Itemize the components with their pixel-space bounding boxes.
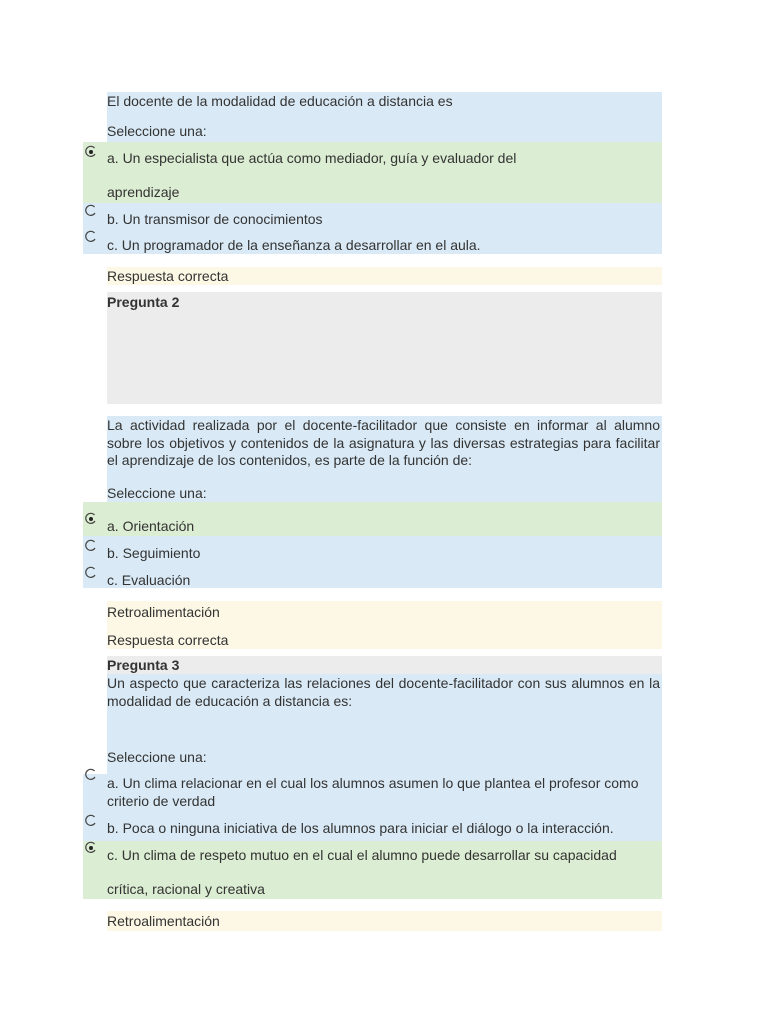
q2-question-text: La actividad realizada por el docente-facilitador que consiste en informar al alumno sobre los objetivos y contenidos de la asignatura y las diversas estrategias para facilitar el aprendizaje de los contenidos, es parte de la función de: xyxy=(107,417,660,468)
q2-feedback-heading: Retroalimentación xyxy=(107,604,220,620)
q2-option-a-label: a. Orientación xyxy=(107,518,195,534)
q2-select-prompt: Seleccione una: xyxy=(107,485,207,501)
q2-heading: Pregunta 2 xyxy=(107,294,180,310)
q1-option-b-label[interactable]: b. Un transmisor de conocimientos xyxy=(107,211,323,227)
q1-option-c-label[interactable]: c. Un programador de la enseñanza a desarrollar en el aula. xyxy=(107,237,481,253)
q1-option-b-radio-icon[interactable] xyxy=(84,204,98,218)
q2-option-a-radio-icon[interactable] xyxy=(84,512,98,526)
q1-option-a-label-line1: a. Un especialista que actúa como mediador, guía y evaluador del xyxy=(107,150,517,166)
q3-select-prompt: Seleccione una: xyxy=(107,749,207,765)
q1-result-text: Respuesta correcta xyxy=(107,268,229,284)
q2-header-block xyxy=(107,292,662,404)
q1-option-a-label-line2: aprendizaje xyxy=(107,184,180,200)
q2-result-text: Respuesta correcta xyxy=(107,632,229,648)
q1-select-prompt: Seleccione una: xyxy=(107,123,207,139)
q3-option-b-label[interactable]: b. Poca o ninguna iniciativa de los alumnos para iniciar el diálogo o la interacción. xyxy=(107,820,614,836)
q3-option-c-radio-icon[interactable] xyxy=(84,841,98,855)
q2-option-b-label[interactable]: b. Seguimiento xyxy=(107,545,201,561)
q1-option-c-radio-icon[interactable] xyxy=(84,230,98,244)
q3-header-block xyxy=(107,656,662,674)
q3-heading: Pregunta 3 xyxy=(107,657,180,673)
q1-option-a-radio-icon[interactable] xyxy=(84,145,98,159)
q3-option-c-label-line2: crítica, racional y creativa xyxy=(107,881,265,897)
q3-question-text: Un aspecto que caracteriza las relaciones del docente-facilitador con sus alumnos en la modalidad de educación a distancia es: xyxy=(107,675,660,709)
q1-question-text: El docente de la modalidad de educación a distancia es xyxy=(107,93,453,109)
q3-option-a-radio-icon[interactable] xyxy=(84,768,98,782)
q3-option-c-label-line1: c. Un clima de respeto mutuo en el cual el alumno puede desarrollar su capacidad xyxy=(107,847,617,863)
q3-option-b-radio-icon[interactable] xyxy=(84,814,98,828)
q2-option-c-label[interactable]: c. Evaluación xyxy=(107,572,191,588)
q2-option-b-radio-icon[interactable] xyxy=(84,539,98,553)
q3-option-a-label[interactable]: a. Un clima relacionar en el cual los alumnos asumen lo que plantea el profesor como criterio de verdad xyxy=(107,775,639,809)
q2-option-c-radio-icon[interactable] xyxy=(84,566,98,580)
q3-feedback-heading: Retroalimentación xyxy=(107,913,220,929)
